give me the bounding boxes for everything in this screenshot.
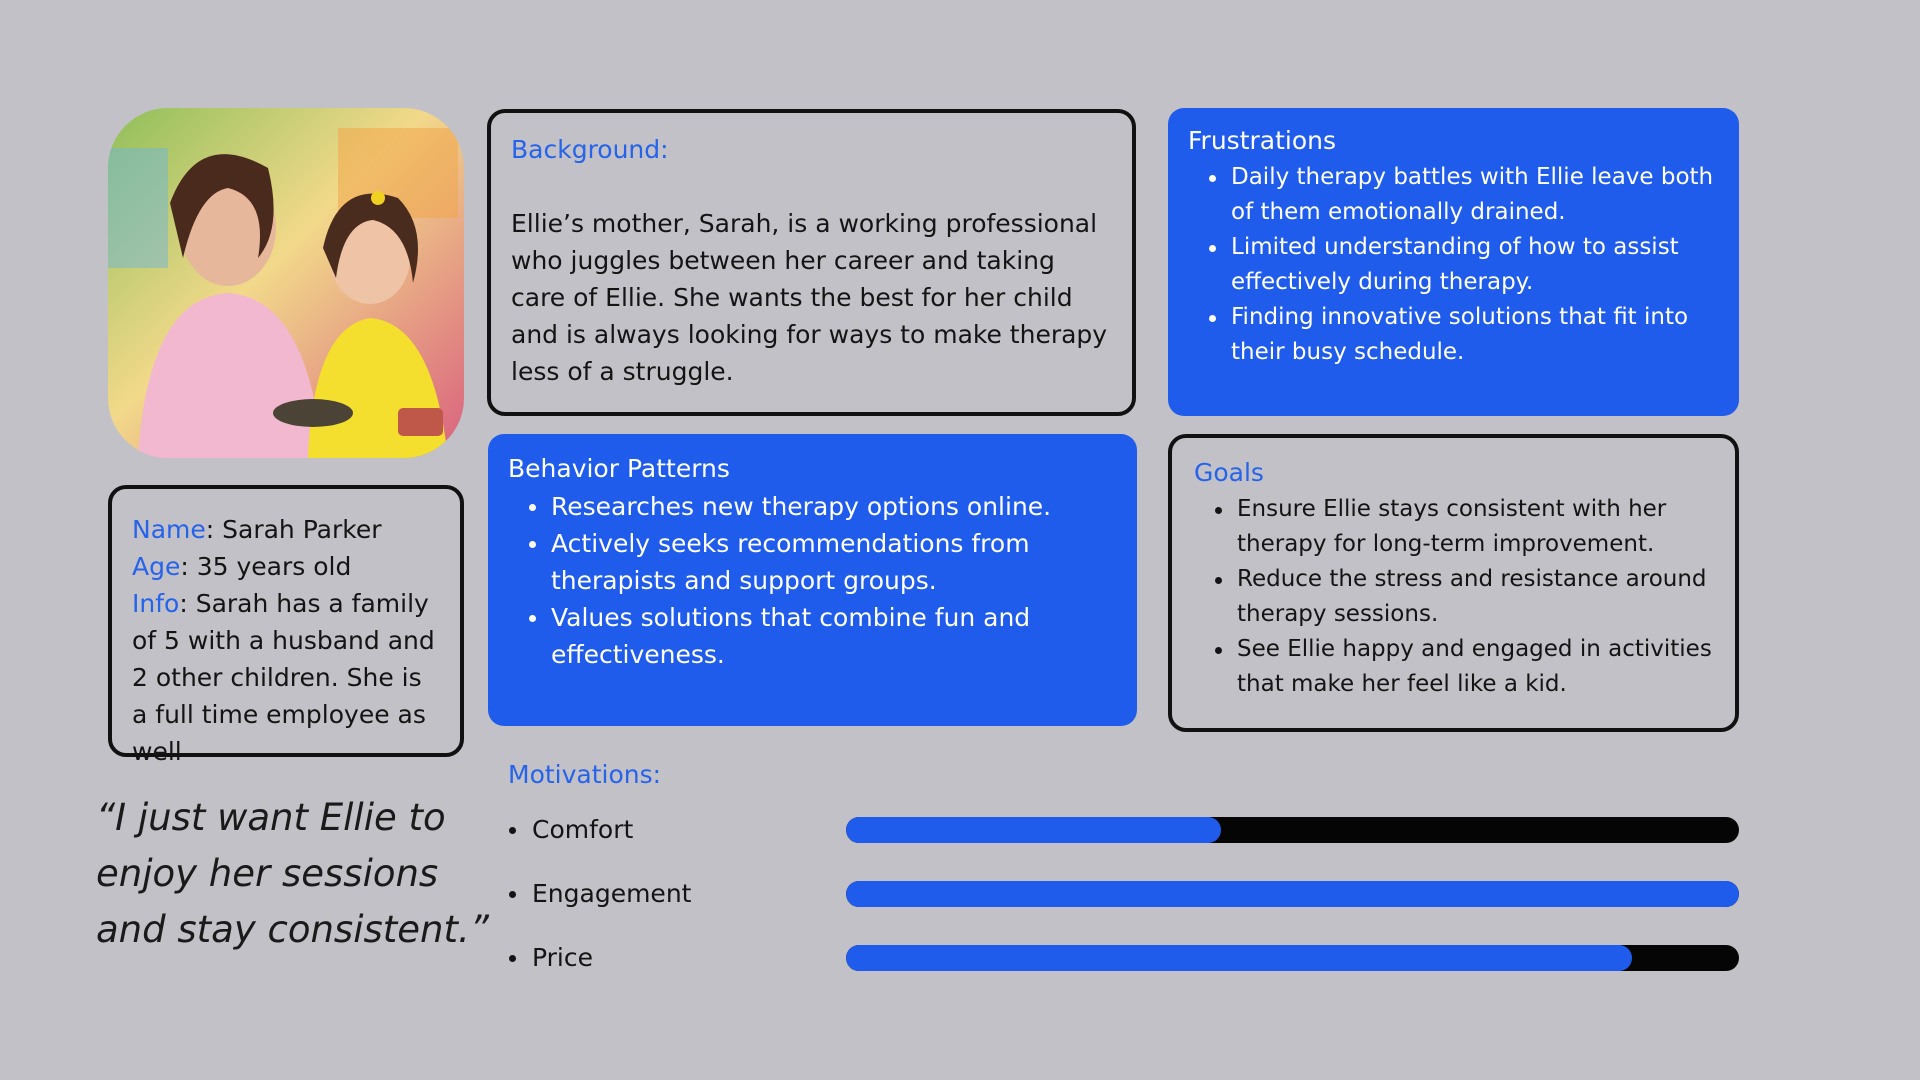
behavior-patterns-card: [488, 434, 1137, 726]
name-value: : Sarah Parker: [205, 515, 382, 544]
age-line: [132, 548, 440, 585]
info-value: : Sarah has a family of 5 with a husband and 2 other children. She is a full time employee as well: [132, 589, 435, 766]
age-label: Age: [132, 552, 181, 581]
goals-list: [1194, 492, 1713, 702]
frustrations-list: [1188, 160, 1719, 370]
motivation-bar-track: [846, 945, 1739, 971]
motivation-bar-fill: [846, 945, 1632, 971]
motivation-row-comfort: [505, 815, 1741, 845]
motivation-label: Engagement: [505, 879, 691, 909]
list-item: See Ellie happy and engaged in activities that make her feel like a kid.: [1194, 632, 1713, 702]
goals-card: [1168, 434, 1739, 732]
list-item: Researches new therapy options online.: [508, 488, 1117, 525]
list-item: Actively seeks recommendations from therapists and support groups.: [508, 525, 1117, 599]
info-label: Info: [132, 589, 180, 618]
background-title: Background:: [511, 135, 669, 164]
list-item: Finding innovative solutions that fit into their busy schedule.: [1188, 300, 1719, 370]
motivations-title: Motivations:: [508, 760, 662, 789]
motivation-row-engagement: [505, 879, 1741, 909]
goals-title: Goals: [1194, 458, 1264, 487]
frustrations-card: [1168, 108, 1739, 416]
behavior-title: Behavior Patterns: [508, 454, 730, 483]
age-value: : 35 years old: [180, 552, 352, 581]
motivation-bar-fill: [846, 881, 1739, 907]
motivation-row-price: [505, 943, 1741, 973]
motivation-label: Comfort: [505, 815, 633, 845]
motivation-bar-fill: [846, 817, 1221, 843]
list-item: Limited understanding of how to assist effectively during therapy.: [1188, 230, 1719, 300]
behavior-list: [508, 488, 1117, 673]
frustrations-title: Frustrations: [1188, 126, 1337, 155]
motivation-label: Price: [505, 943, 593, 973]
list-item: Values solutions that combine fun and effectiveness.: [508, 599, 1117, 673]
persona-quote: “I just want Ellie to enjoy her sessions and stay consistent.”: [96, 796, 489, 951]
list-item: Daily therapy battles with Ellie leave both of them emotionally drained.: [1188, 160, 1719, 230]
motivation-bar-track: [846, 817, 1739, 843]
background-card: [487, 109, 1136, 416]
background-body: Ellie’s mother, Sarah, is a working professional who juggles between her career and taking care of Ellie. She wants the best for her child and is always looking for ways to make therapy less of a struggle.: [511, 209, 1108, 386]
list-item: Reduce the stress and resistance around therapy sessions.: [1194, 562, 1713, 632]
persona-photo: [108, 108, 464, 458]
info-line: [132, 585, 440, 770]
name-label: Name: [132, 515, 206, 544]
name-line: [132, 511, 440, 548]
motivation-bar-track: [846, 881, 1739, 907]
persona-info-card: [108, 485, 464, 766]
list-item: Ensure Ellie stays consistent with her therapy for long-term improvement.: [1194, 492, 1713, 562]
